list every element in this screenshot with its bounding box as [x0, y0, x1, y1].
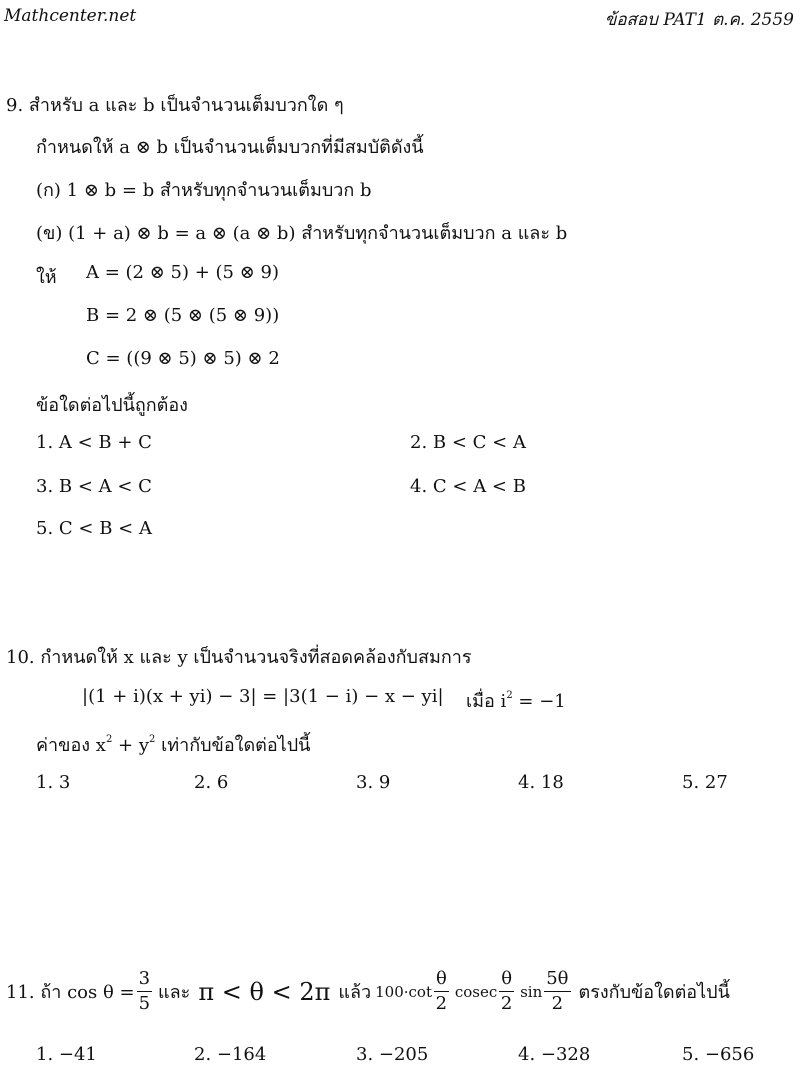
q9-condition-a: (ก) 1 ⊗ b = b สำหรับทุกจำนวนเต็มบวก b [36, 180, 372, 201]
q10-ask-exponent-x: 2 [105, 734, 113, 745]
q11-then: แล้ว [338, 982, 372, 1003]
q10-question [36, 730, 310, 759]
q11-frac2-num: θ [434, 970, 449, 992]
q11-fraction-cos [137, 970, 152, 1013]
q9-question: ข้อใดต่อไปนี้ถูกต้อง [36, 395, 188, 416]
q11-expr-cot: 100·cot [375, 982, 432, 1001]
q10-ask-part1: ค่าของ x [36, 735, 106, 756]
q9-choice-1: 1. A < B + C [36, 432, 152, 453]
q11-choice-1: 1. −41 [36, 1044, 97, 1065]
q10-ask-exponent-y: 2 [149, 734, 156, 745]
q11-fraction-cot [434, 970, 449, 1013]
q11-expr-cosec: cosec [454, 982, 498, 1001]
q11-frac2-den: 2 [435, 993, 448, 1014]
q11-fraction-cosec [499, 970, 514, 1013]
q11-range: π < θ < 2π [198, 977, 331, 1006]
q10-where-exponent: 2 [506, 690, 513, 701]
q11-prefix: 11. ถ้า cos θ = [6, 982, 135, 1003]
q9-choice-5: 5. C < B < A [36, 518, 152, 539]
q9-def-a: A = (2 ⊗ 5) + (5 ⊗ 9) [86, 262, 279, 283]
q11-frac1-den: 5 [138, 993, 151, 1014]
q10-choice-5: 5. 27 [682, 772, 728, 793]
q10-condition [466, 686, 566, 715]
q9-given-label: ให้ [36, 267, 57, 288]
q11-frac1-num: 3 [137, 970, 152, 992]
q11-frac4-num: 5θ [544, 970, 570, 992]
q11-frac3-den: 2 [500, 993, 513, 1014]
q9-condition-b: (ข) (1 + a) ⊗ b = a ⊗ (a ⊗ b) สำหรับทุกจำนวนเต็มบวก a และ b [36, 223, 568, 244]
q10-choice-1: 1. 3 [36, 772, 71, 793]
q11-choice-4: 4. −328 [518, 1044, 591, 1065]
q11-suffix: ตรงกับข้อใดต่อไปนี้ [578, 982, 730, 1003]
q10-where-value: = −1 [512, 691, 566, 712]
q10-where-text: เมื่อ i [466, 691, 507, 712]
q10-ask-part3: เท่ากับข้อใดต่อไปนี้ [155, 735, 311, 756]
q10-choice-3: 3. 9 [356, 772, 391, 793]
q9-def-b: B = 2 ⊗ (5 ⊗ (5 ⊗ 9)) [86, 305, 280, 326]
q10-ask-part2: + y [112, 735, 150, 756]
q11-choice-2: 2. −164 [194, 1044, 267, 1065]
q11-fraction-sin [544, 970, 570, 1013]
q9-definition: กำหนดให้ a ⊗ b เป็นจำนวนเต็มบวกที่มีสมบัติดังนี้ [36, 137, 424, 158]
q10-intro: 10. กำหนดให้ x และ y เป็นจำนวนจริงที่สอดคล้องกับสมการ [6, 647, 472, 668]
q11-and: และ [158, 982, 191, 1003]
q11-expr-sin: sin [520, 982, 543, 1001]
q10-choice-2: 2. 6 [194, 772, 229, 793]
q11-choice-3: 3. −205 [356, 1044, 429, 1065]
q9-intro: 9. สำหรับ a และ b เป็นจำนวนเต็มบวกใด ๆ [6, 95, 344, 116]
q10-equation: |(1 + i)(x + yi) − 3| = |3(1 − i) − x − yi| [82, 686, 444, 707]
q9-choice-3: 3. B < A < C [36, 476, 152, 497]
site-name: Mathcenter.net [4, 6, 137, 26]
q9-def-c: C = ((9 ⊗ 5) ⊗ 5) ⊗ 2 [86, 348, 280, 369]
q9-choice-2: 2. B < C < A [410, 432, 526, 453]
exam-title: ข้อสอบ PAT1 ต.ค. 2559 [604, 10, 794, 30]
q10-choice-4: 4. 18 [518, 772, 564, 793]
q11-frac4-den: 2 [551, 993, 564, 1014]
q11-choice-5: 5. −656 [682, 1044, 755, 1065]
q11-statement [6, 970, 730, 1013]
q9-choice-4: 4. C < A < B [410, 476, 526, 497]
q11-frac3-num: θ [499, 970, 514, 992]
